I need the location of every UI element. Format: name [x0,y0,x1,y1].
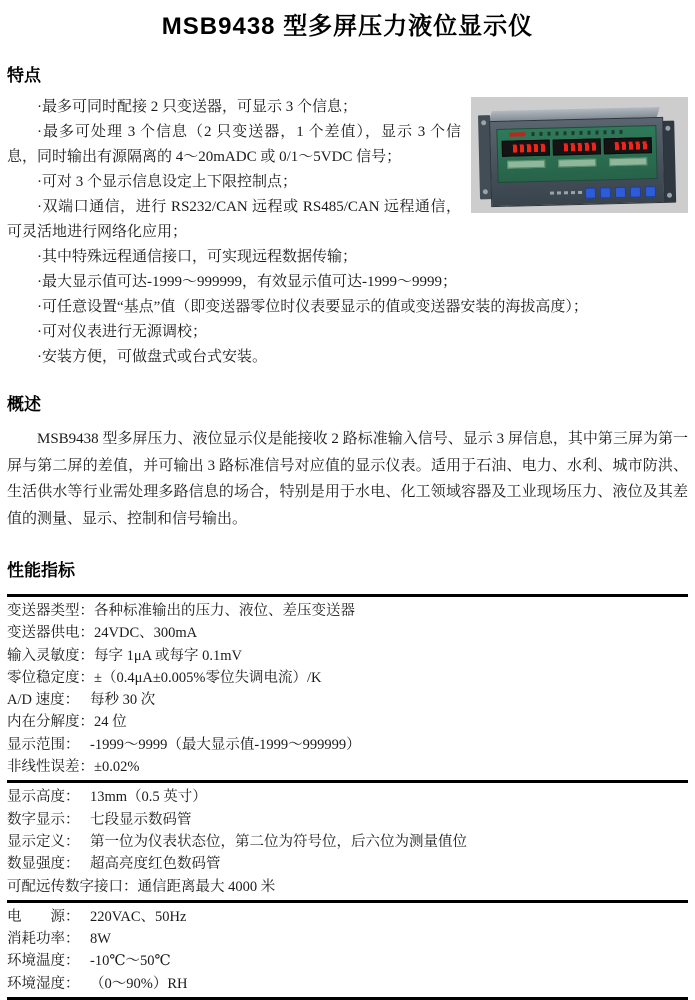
led-display-2 [553,138,601,155]
spec-value: 超高亮度红色数码管 [90,856,221,873]
feature-bullet: ·最多可同时配接 2 只变送器，可显示 3 个信息； [37,99,357,115]
feature-bullet: ·可对 3 个显示信息设定上下限控制点； [37,174,297,190]
overview-heading: 概述 [7,395,41,414]
feature-bullet: ·可对仪表进行无源调校； [37,324,207,340]
spec-label: 非线性误差： [7,759,94,776]
brand-logo-icon [509,132,525,136]
spec-value: 220VAC、50Hz [90,908,187,925]
spec-label: 环境湿度： [7,975,80,992]
front-button-row [498,185,658,201]
red-digits-icon [564,142,598,151]
panel-button [615,187,626,198]
spec-table [7,594,688,1000]
spec-row [7,950,688,972]
spec-value: 24 位 [94,714,127,731]
label-strip [609,157,647,166]
spec-value: 第一位为仪表状态位，第二位为符号位，后六位为测量值位 [90,833,467,850]
spec-label: 显示高度： [7,789,80,806]
spec-label: 输入灵敏度： [7,647,94,664]
panel-header-strip [501,128,651,138]
spec-row [7,711,688,733]
features-section [7,95,688,370]
spec-row [7,809,688,831]
page-title: MSB9438 型多屏压力液位显示仪 [161,13,534,40]
device-unit [476,103,678,208]
panel-button [600,187,611,198]
spec-row [7,786,688,808]
spec-value: -10℃～50℃ [90,953,171,970]
spec-label: 数字显示： [7,811,80,828]
label-strip [558,159,596,168]
spec-value: 七段显示数码管 [90,811,192,828]
spec-label: 可配远传数字接口： [7,878,138,895]
red-digits-icon [615,141,649,150]
spec-group-power-environment [7,903,688,1000]
spec-value: 8W [90,931,111,948]
spec-label: A/D 速度： [7,692,80,709]
datasheet-page [0,6,695,1000]
spec-label: 显示定义： [7,833,80,850]
panel-button [630,186,641,197]
device-front-face [489,117,665,207]
spec-value: 每字 1μA 或每字 0.1mV [94,647,242,664]
feature-bullet: ·最大显示值可达-1999～999999，有效显示值可达-1999～9999； [37,274,457,290]
red-digits-icon [513,144,547,153]
mounting-hole-icon [481,120,486,125]
spec-label: 数显强度： [7,856,80,873]
spec-value: 24VDC、300mA [94,625,198,642]
spec-label: 环境温度： [7,953,80,970]
spec-label: 变送器供电： [7,625,94,642]
spec-row [7,622,688,644]
mounting-hole-icon [667,193,672,198]
spec-label: 内在分解度： [7,714,94,731]
led-display-3 [604,137,652,154]
feature-bullet: ·其中特殊远程通信接口，可实现远程数据传输； [37,249,357,265]
spec-row [7,928,688,950]
spec-value: 各种标准输出的压力、液位、差压变送器 [94,603,355,619]
feature-bullet: ·双端口通信，进行 RS232/CAN 远程或 RS485/CAN 远程通信，可灵活地进行网络化应用； [7,199,461,240]
spec-label: 电 源： [7,908,80,925]
led-display-1 [502,140,550,157]
panel-caption-text [531,130,627,136]
spec-row [7,906,688,928]
spec-row [7,667,688,689]
spec-label: 显示范围： [7,736,80,753]
display-label-strips [502,157,652,169]
feature-bullet: ·安装方便，可做盘式或台式安装。 [37,349,267,365]
features-heading: 特点 [7,66,41,85]
spec-row [7,645,688,667]
panel-button [645,186,656,197]
mounting-hole-icon [665,126,670,131]
spec-value: 每秒 30 次 [90,692,156,709]
spec-row [7,853,688,875]
spec-group-input [7,597,688,783]
label-strip [507,160,545,169]
overview-paragraph: MSB9438 型多屏压力、液位显示仪是能接收 2 路标准输入信号、显示 3 屏信息，其中第三屏为第一屏与第二屏的差值，并可输出 3 路标准信号对应值的显示仪表。适用于石油、电力、水利、城市防洪、生活供水等行业需处理多路信息的场合，特别是用于水电、化工领域容器及工业现场压力、液位及其差值的测量、显示、控制和信号输出。 [7,431,688,527]
spec-row [7,756,688,778]
feature-bullet: ·最多可处理 3 个信息（2 只变送器，1 个差值），显示 3 个信息，同时输出有源隔离的 4～20mADC 或 0/1～5VDC 信号； [7,124,461,165]
spec-value: ±（0.4μA±0.005%零位失调电流）/K [94,669,322,686]
mounting-hole-icon [483,189,488,194]
spec-label: 变送器类型： [7,603,94,619]
led-display-row [502,137,652,157]
spec-value: -1999～9999（最大显示值-1999～999999） [90,736,361,753]
spec-label: 零位稳定度： [7,669,94,686]
spec-label: 消耗功率： [7,931,80,948]
feature-bullet: ·可任意设置“基点”值（即变送器零位时仪表要显示的值或变送器安装的海拔高度）； [37,299,588,315]
product-photo [471,97,688,213]
specs-heading: 性能指标 [7,561,75,580]
spec-row [7,876,688,898]
device-display-panel [496,125,657,183]
spec-value: 通信距离最大 4000 米 [137,878,276,895]
spec-row [7,831,688,853]
spec-value: （0～90%）RH [90,975,188,992]
spec-row [7,689,688,711]
spec-value: ±0.02% [94,759,140,776]
spec-row [7,600,688,622]
panel-button [585,188,596,199]
panel-markings [550,191,584,195]
spec-row [7,734,688,756]
spec-value: 13mm（0.5 英寸） [90,789,207,806]
spec-group-display [7,783,688,902]
